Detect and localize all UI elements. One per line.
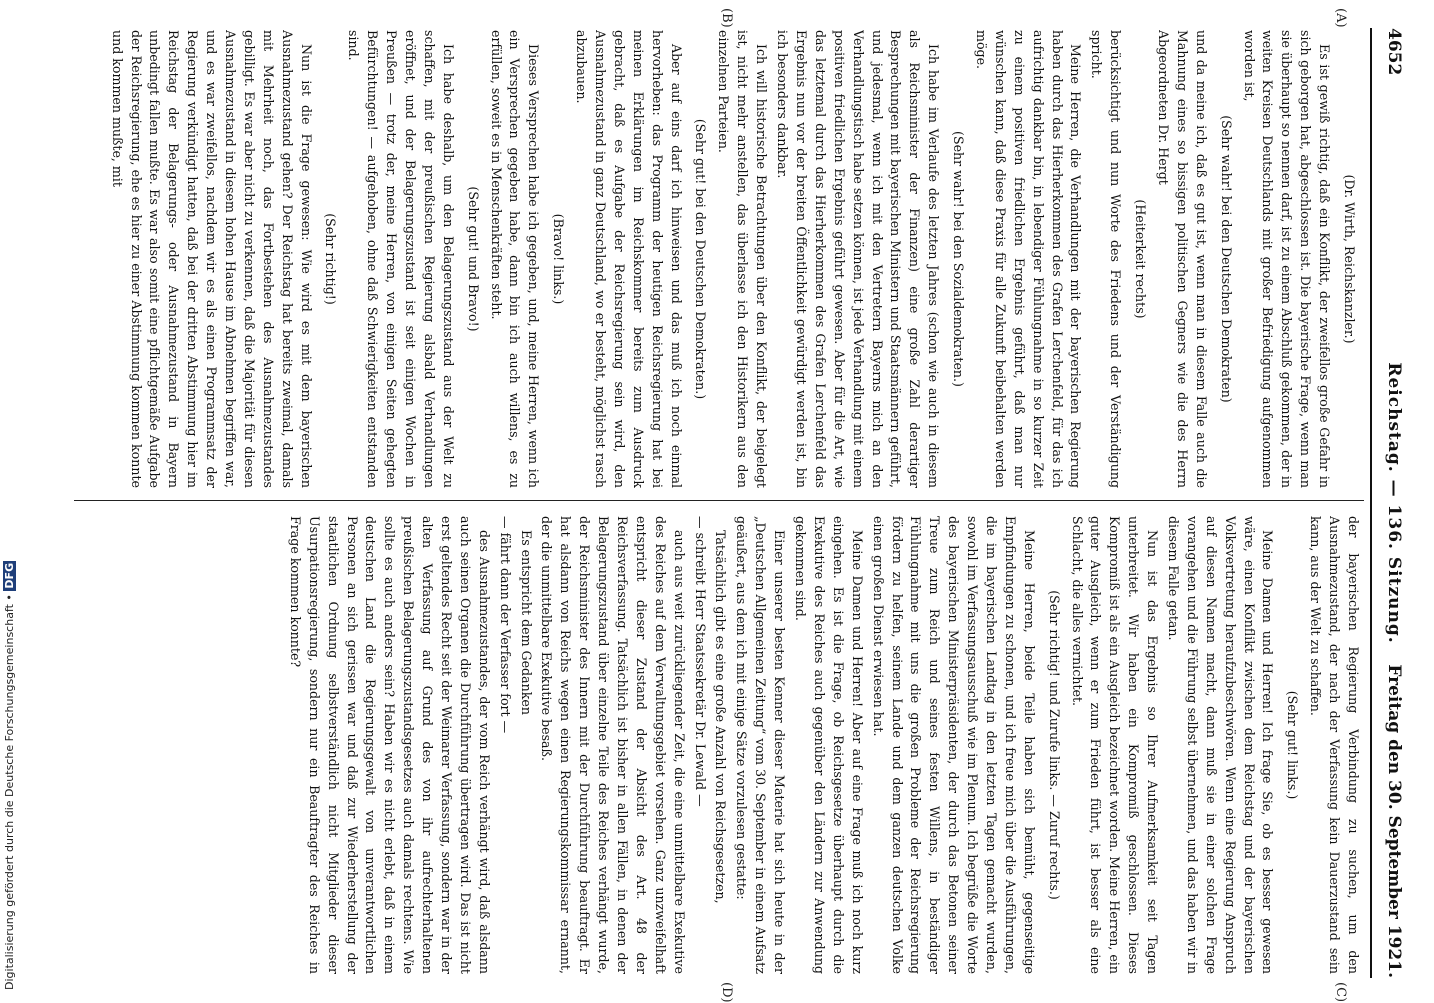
paragraph: Einer unserer besten Kenner dieser Materie hat sich heute in der „Deutschen Allgemeinen Zeitung“ vom 30. September in einem Aufsatz geäußert, aus dem ich mit einige Sätze vorzulesen gestatte:	[734, 516, 788, 974]
column-divider	[74, 500, 1364, 501]
paragraph: Meine Herren, die Verhandlungen mit der bayerischen Regierung haben durch das Hierherkommen des Grafen Lerchenfeld, für das ich aufrichtig dankbar bin, in lebendiger Fühlungnahme in so kurzer Zeit zu einem positiven friedlichen Ergebnis geführt, daß man nur wünschen kann, daß diese Praxis für alle Zukunft beibehalten werden möge.	[973, 30, 1084, 488]
scan-credit-text: Digitalisierung gefördert durch die Deutsche Forschungsgemeinschaft •	[3, 594, 16, 990]
paragraph: Meine Damen und Herren! Aber auf eine Frage muß ich noch kurz eingehen. Es ist die Frage, ob Reichsgesetze überhaupt durch die Exekutive des Reiches auch gegenüber den Ländern zur Anwendung gekommen sind.	[793, 516, 865, 974]
interjection: (Heiterkeit rechts)	[1133, 199, 1149, 319]
interjection: (Sehr gut! und Bravo!)	[465, 186, 481, 332]
quote-paragraph: Tatsächlich gibt es eine große Anzahl von Reichsgesetzen,	[713, 530, 729, 904]
paragraph: der bayerischen Regierung Verbindung zu suchen, um den Ausnahmezustand, der nach der Verfassung kein Dauerzustand sein kann, aus der Welt zu schaffen.	[1308, 516, 1361, 974]
header-rule	[1370, 28, 1372, 978]
dfg-logo: DFG	[3, 562, 16, 589]
interjection: (Sehr gut! bei den Deutschen Demokraten.)	[693, 118, 709, 400]
margin-mark-c: (C)	[1333, 982, 1348, 1003]
paragraph: Nun ist das Ergebnis so Ihrer Aufmerksamkeit seit Tagen unterbreitet. Wir haben ein Kompromiß geschlossen. Dieses Kompromiß ist als ein Ausgleich bezeichnet worden. Meine Herren, ein guter Ausgleich, wenn er zum Frieden führt, ist besser als eine Schlacht, die alles vernichtet.	[1069, 516, 1161, 974]
scan-credit	[3, 400, 16, 990]
page-header	[1378, 28, 1404, 978]
paragraph: Meine Herren, beide Teile haben sich bemüht, gegenseitige Empfindungen zu schonen, und ich freue mich über die Ausführungen, die im bayerischen Landtag in den letzten Tagen gemacht wurden, sowohl im Verfassungsausschuß wie im Plenum. Ich begrüße die Worte des bayerischen Ministerpräsidenten, der durch das Betonen seiner Treue zum Reich und seines festen Willens, in beständiger Fühlungnahme mit uns die großen Probleme der Reichsregierung fördern zu helfen, seinem Lande und dem ganzen deutschen Volke einen großen Dienst erwiesen hat.	[870, 516, 1037, 974]
paragraph: Es ist gewiß richtig, daß ein Konflikt, der zweifellos große Gefahr in sich geborgen hat, abgeschlossen ist. Die bayerische Frage, wenn man sie überhaupt so nennen darf, ist zu einem Abschluß gekommen, der in weiten Kreisen Deutschlands mit großer Befriedigung aufgenommen worden ist,	[1241, 30, 1333, 488]
interjection: (Sehr richtig! und Zurufe links. — Zuruf rechts.)	[1046, 590, 1062, 900]
right-column	[62, 516, 1362, 974]
quote-paragraph: des Ausnahmezustandes, der vom Reich verhängt wird, daß alsdann auch seinen Organen die Durchführung übertragen wird. Das ist nicht erst geltendes Recht seit der Weimarer Verfassung, sondern war in der alten Verfassung auf Grund des von ihr aufrechterhaltenen preußischen Belagerungszustandsgesetzes auch damals rechtens. Wie sollte es auch anders sein? Haben wir es nicht erlebt, daß in einem deutschen Land die Regierungsgewalt von unverantwortlichen Personen an sich gerissen war und daß zur Wiederherstellung der staatlichen Ordnung selbstverständlich nicht Mitglieder dieser Usurpationsregierung, sondern nur ein Beauftragter des Reiches in Frage kommen konnte?	[287, 516, 492, 974]
paragraph: Aber auf eins darf ich hinweisen und das muß ich noch einmal hervorheben: das Programm der heutigen Reichsregierung hat bei meinen Erklärungen im Reichskommer bereits zum Ausdruck gebracht, daß es Aufgabe der Reichsregierung sein wird, den Ausnahmezustand in ganz Deutschland, wo er besteht, möglichst rasch abzubauen.	[574, 30, 684, 488]
left-column	[62, 30, 1362, 488]
quote-paragraph: auch aus weit zurückliegender Zeit, die eine unmittelbare Exekutive des Reiches auf dem Verwaltungsgebiet vorsehen. Ganz unzweifelhaft entspricht dieser Zustand der Absicht des Art. 48 der Reichsverfassung. Tatsächlich ist bisher in allen Fällen, in denen der Belagerungszustand über einzelne Teile des Reiches verhängt wurde, der Reichsminister des Innern mit der Durchführung beauftragt. Er hat alsdann von Reichs wegen einen Regierungskommissar ernannt, der die unmittelbare Exekutive besaß.	[539, 516, 687, 974]
page-title: Reichstag. — 136. Sitzung.	[1384, 362, 1404, 644]
paragraph: Ich habe im Verlaufe des letzten Jahres (schon wie auch in diesem als Reichsminister der Finanzen) eine große Zahl derartiger Besprechungen mit bayerischen Ministern und Staatsmännern geführt, und jedesmal, wenn ich mit den Vertretern Bayerns mich an den Verhandlungstisch habe setzen können, ist jede Verhandlung mit einem positiven friedlichen Ergebnis geführt gewesen. Aber für die Art, wie das letztemal durch das Hierherkommen des Grafen Lerchenfeld das Ergebnis nun vor der breiten Öffentlichkeit gewürdigt werden ist, bin ich besonders dankbar.	[775, 30, 942, 488]
speaker-label: (Dr. Wirth, Reichskanzler.)	[1342, 174, 1357, 344]
paragraph: — schreibt Herr Staatssekretär Dr. Lewald —	[692, 516, 708, 807]
paragraph: Dieses Versprechen habe ich gegeben, und, meine Herren, wenn ich ein Versprechen gegeben habe, dann bin ich auch willens, es zu erfüllen, soweit es in Menschenkräften steht.	[488, 30, 542, 488]
interjection: (Sehr richtig!)	[323, 213, 339, 305]
paragraph: berücksichtigt und nun Worte des Friedens und der Verständigung spricht.	[1089, 30, 1124, 488]
paragraph: — fährt dann der Verfasser fort —	[497, 516, 513, 734]
session-date: Freitag den 30. September 1921.	[1384, 664, 1404, 978]
margin-mark-b: (B)	[719, 8, 734, 28]
paragraph: Nun ist die Frage gewesen: Wie wird es mit dem bayerischen Ausnahmezustand gehen? Der Reichstag hat bereits zweimal, damals mit Mehrheit noch, das Fortbestehen des Ausnahmezustandes gebilligt. Es war aber nicht zu verkennen, daß die Majorität für diesen Ausnahmezustand in diesem hohen Hause im Abnehmen begriffen war, und es war zweifellos, nachdem wir es als einen Programmsatz der Regierung verkündigt hatten, daß bei der dritten Abstimmung hier im Reichstag der Belagerungs- oder Ausnahmezustand in Bayern unbedingt fallen mußte. Es war also somit eine pflichtgemäße Aufgabe der Reichsregierung, ehe es hier zu einer Abstimmung kommen konnte und kommen mußte, mit	[109, 30, 314, 488]
margin-mark-a: (A)	[1333, 8, 1348, 28]
paragraph: und da meine ich, daß es gut ist, wenn man in diesem Falle auch die Mahnung eines so bissigen politischen Gegners wie die des Herrn Abgeordneten Dr. Hergt	[1155, 30, 1209, 488]
interjection: (Sehr wahr! bei den Deutschen Demokraten)	[1218, 115, 1234, 403]
margin-mark-d: (D)	[719, 982, 734, 1003]
interjection: (Bravo! links.)	[551, 213, 567, 305]
page-number: 4652	[1384, 28, 1404, 76]
paragraph: Ich will historische Betrachtungen über den Konflikt, der beigelegt ist, nicht mehr anstellen, das überlasse ich den Historikern aus den einzelnen Parteien.	[716, 30, 770, 488]
quote-paragraph: Es entspricht dem Gedanken	[518, 530, 534, 715]
interjection: (Sehr gut! links.)	[1285, 690, 1301, 800]
paragraph: Meine Damen und Herren! Ich frage Sie, ob es besser gewesen wäre, einen Konflikt zwischen dem Reichstag und der bayerischen Volksvertretung heraufzubeschwören. Wenn eine Regierung Anspruch auf diesen Namen macht, dann muß sie in einer solchen Frage vorangehen und die Führung selbst übernehmen, und das haben wir in diesem Falle getan.	[1165, 516, 1276, 974]
paragraph: Ich habe deshalb, um den Belagerungszustand aus der Welt zu schaffen, mit der preußischen Regierung alsbald Verhandlungen eröffnet, und der Belagerungszustand ist seit einigen Wochen in Preußen — trotz der, meine Herren, von einigen Seiten gehegten Befürchtungen! — aufgehoben, ohne daß Schwierigkeiten entstanden sind.	[346, 30, 456, 488]
interjection: (Sehr wahr! bei den Sozialdemokraten.)	[951, 131, 967, 387]
